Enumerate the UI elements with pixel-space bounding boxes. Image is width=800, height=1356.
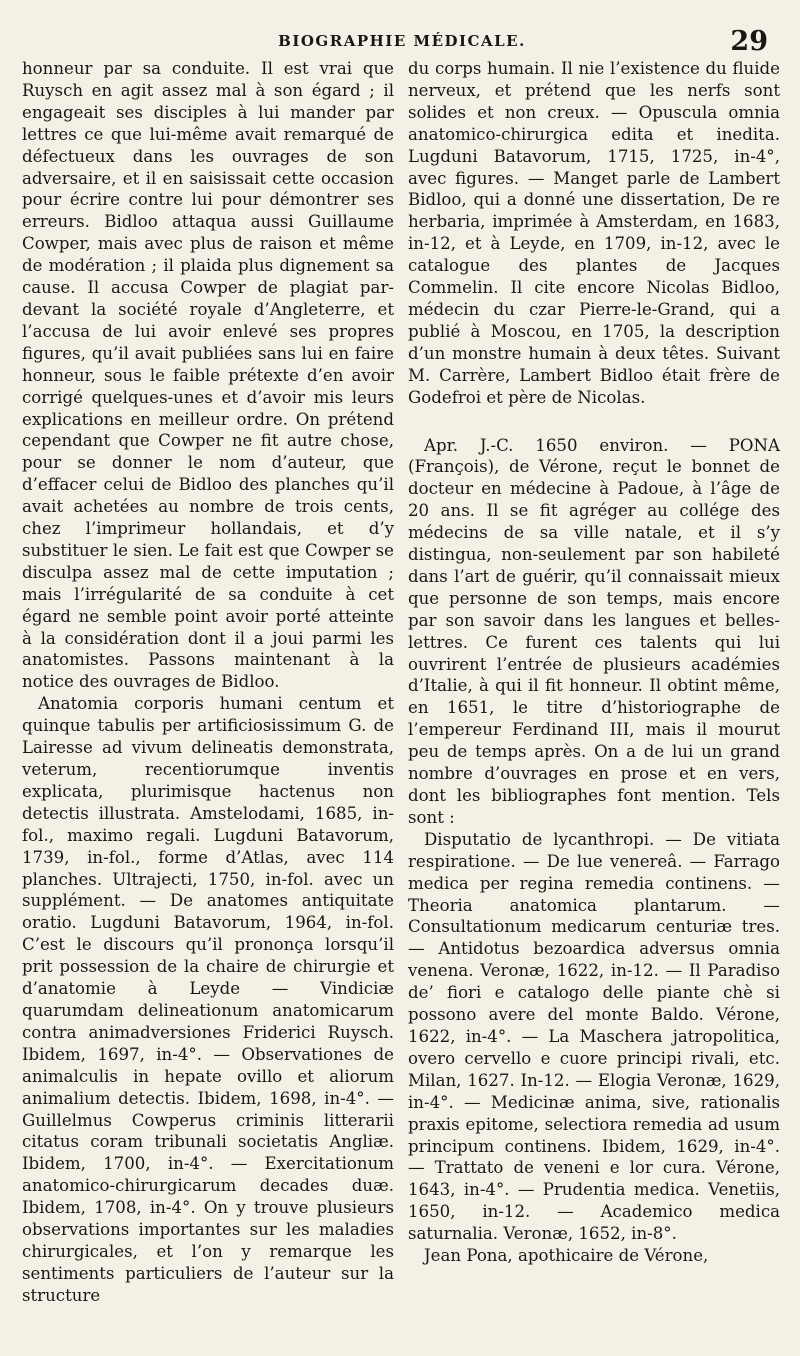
left-column <box>22 58 394 1307</box>
right-paragraph-1: du corps humain. Il nie l’existence du fluide nerveux, et prétend que les nerfs sont solides et non creux. — Opuscula omnia anatomico-chirurgica edita et inedita. Lugduni Batavorum, 1715, 1725, in-4°, avec figures. — Manget parle de Lambert Bidloo, qui a donné une dissertation, De re herbaria, imprimée à Amsterdam, en 1683, in-12, et à Leyde, en 1709, in-12, avec le catalogue des plantes de Jacques Commelin. Il cite encore Nicolas Bidloo, médecin du czar Pierre-le-Grand, qui a publié à Moscou, en 1705, la description d’un monstre humain à deux têtes. Suivant M. Carrère, Lambert Bidloo était frère de Godefroi et père de Nicolas. <box>408 59 780 407</box>
right-paragraph-2: Apr. J.-C. 1650 environ. — PONA (François), de Vérone, reçut le bonnet de docteur en médecine à Padoue, à l’âge de 20 ans. Il se fit agréger au collége des médecins de sa ville natale, et il s’y distingua, non-seulement par son habileté dans l’art de guérir, qu’il connaissait mieux que personne de son temps, mais encore par son savoir dans les langues et belles-lettres. Ce furent ces talents qui lui ouvrirent l’entrée de plusieurs académies d’Italie, à qui il fit honneur. Il obtint même, en 1651, le titre d’historiographe de l’empereur Ferdinand III, mais il mourut peu de temps après. On a de lui un grand nombre d’ouvrages en prose et en vers, dont les bibliographes font mention. Tels sont : <box>408 435 780 827</box>
right-column <box>408 58 780 1267</box>
left-paragraph-2: Anatomia corporis humani centum et quinque tabulis per artificiosissimum G. de Lairesse ad vivum delineatis demonstrata, veterum, recentiorumque inventis explicata, plurimisque hactenus non detectis illustrata. Amstelodami, 1685, in-fol., maximo regali. Lugduni Batavorum, 1739, in-fol., forme d’Atlas, avec 114 planches. Ultrajecti, 1750, in-fol. avec un supplément. — De anatomes antiquitate oratio. Lugduni Batavorum, 1964, in-fol. C’est le discours qu’il prononça lorsqu’il prit possession de la chaire de chirurgie et d’anatomie à Leyde — Vindiciæ quarumdam delineationum anatomicarum contra animadversiones Friderici Ruysch. Ibidem, 1697, in-4°. — Observationes de animalculis in hepate ovillo et aliorum animalium detectis. Ibidem, 1698, in-4°. — Guillelmus Cowperus criminis litterarii citatus coram tribunali societatis Angliæ. Ibidem, 1700, in-4°. — Exercitationum anatomico-chirurgicarum decades duæ. Ibidem, 1708, in-4°. On y trouve plusieurs observations importantes sur les maladies chirurgicales, et l’on y remarque les sentiments particuliers de l’auteur sur la structure <box>22 694 394 1305</box>
left-paragraph-1: honneur par sa conduite. Il est vrai que Ruysch en agit assez mal à son égard ; il engageait ses disciples à lui mander par lettres ce que lui-même avait remarqué de défectueux dans les ouvrages de son adversaire, et il en saisissait cette occasion pour écrire contre lui pour démontrer ses erreurs. Bidloo attaqua aussi Guillaume Cowper, mais avec plus de raison et même de modération ; il plaida plus dignement sa cause. Il accusa Cowper de plagiat par-devant la société royale d’Angleterre, et l’accusa de lui avoir enlevé ses propres figures, qu’il avait publiées sans lui en faire honneur, sous le faible prétexte d’en avoir corrigé quelques-unes et d’avoir mis leurs explications en meilleur ordre. On prétend cependant que Cowper ne fit autre chose, pour se donner le nom d’auteur, que d’effacer celui de Bidloo des planches qu’il avait achetées au nombre de trois cents, chez l’imprimeur hollandais, et d’y substituer le sien. Le fait est que Cowper se disculpa assez mal de cette imputation ; mais l’irrégularité de sa conduite à cet égard ne semble point avoir porté atteinte à la considération dont il a joui parmi les anatomistes. Passons maintenant à la notice des ouvrages de Bidloo. <box>22 59 394 692</box>
right-paragraph-3: Disputatio de lycanthropi. — De vitiata respiratione. — De lue venereâ. — Farrago medica per regina remedia continens. — Theoria anatomica plantarum. — Consultationum medicarum centuriæ tres. — Antidotus bezoardica adversus omnia venena. Veronæ, 1622, in-12. — Il Paradiso de’ fiori e catalogo delle piante chè si possono avere del monte Baldo. Vérone, 1622, in-4°. — La Maschera jatropolitica, overo cervello e cuore principi rivali, etc. Milan, 1627. In-12. — Elogia Veronæ, 1629, in-4°. — Medicinæ anima, sive, rationalis praxis epitome, selectiora remedia ad usum principum continens. Ibidem, 1629, in-4°. — Trattato de veneni e lor cura. Vérone, 1643, in-4°. — Prudentia medica. Venetiis, 1650, in-12. — Academico medica saturnalia. Veronæ, 1652, in-8°. <box>408 829 780 1244</box>
right-paragraph-4: Jean Pona, apothicaire de Vérone, <box>424 1246 709 1266</box>
page-number: 29 <box>730 26 768 57</box>
running-title: BIOGRAPHIE MÉDICALE. <box>278 32 526 50</box>
